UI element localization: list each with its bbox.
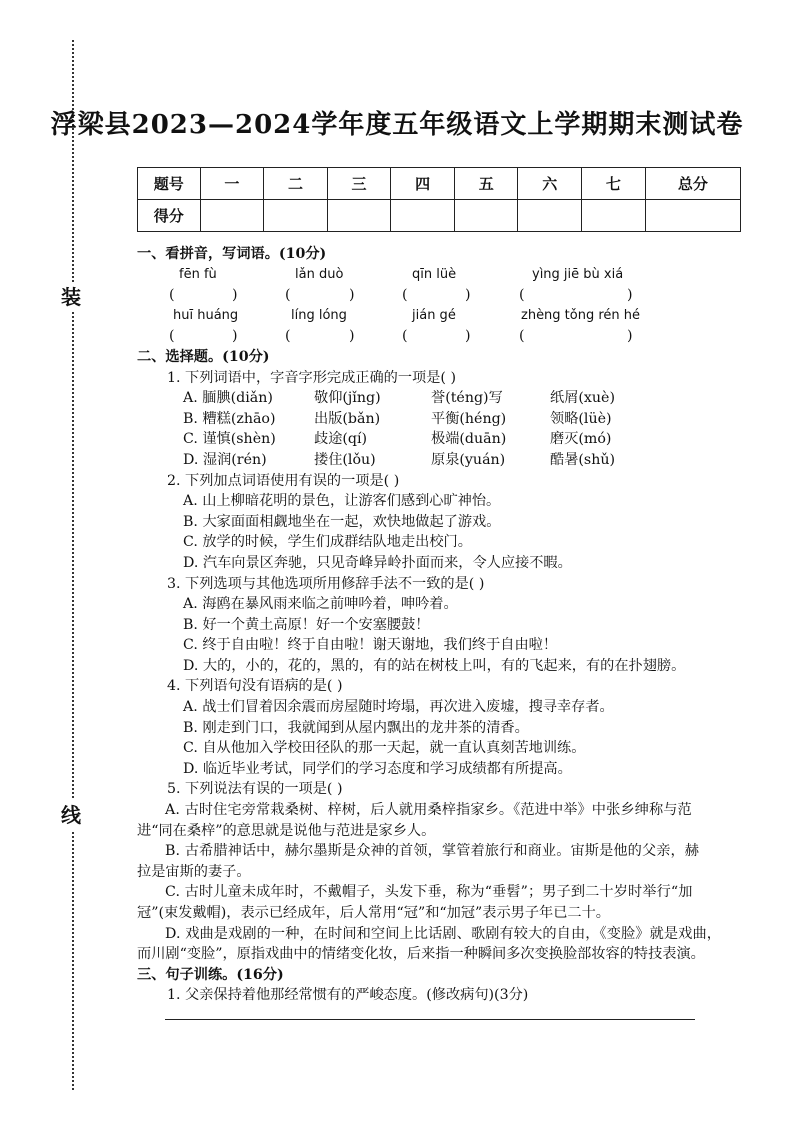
header-cell: 题号 [138, 168, 201, 200]
section-1-heading: 一、看拼音，写词语。(10分) [137, 246, 327, 262]
pinyin: yìng jiē bù xiá [532, 266, 624, 282]
paren-close: ) [627, 328, 633, 345]
q1-option-row [137, 450, 737, 471]
option-word: 平衡(héng) [431, 410, 507, 427]
option-word: C. 谨慎(shèn) [183, 431, 276, 448]
q5-option-a-line1: A. 古时住宅旁常栽桑树、梓树，后人就用桑梓指家乡。《范进中举》中张乡绅称与范 [165, 802, 692, 819]
paren-open: ( [519, 287, 525, 304]
pinyin: lǎn duò [295, 266, 344, 282]
option-b: B. 刚走到门口，我就闻到从屋内飘出的龙井茶的清香。 [183, 719, 529, 736]
q5-option-b-line2: 拉是宙斯的妻子。 [137, 863, 251, 880]
option-word: B. 糟糕(zhāo) [183, 410, 276, 427]
question-3-1: 1. 父亲保持着他那经常惯有的严峻态度。(修改病句)(3分) [167, 987, 529, 1004]
pinyin-row-2 [137, 306, 737, 327]
header-cell: 二 [264, 168, 328, 200]
score-table-header-row [138, 168, 741, 200]
score-cell[interactable] [582, 200, 646, 232]
paren-open: ( [285, 287, 291, 304]
option-word: 出版(bǎn) [314, 410, 381, 427]
q5-option-d-line1: D. 戏曲是戏剧的一种，在时间和空间上比话剧、歌剧有较大的自由，《变脸》就是戏曲， [165, 925, 722, 942]
header-cell: 七 [582, 168, 646, 200]
option-d: D. 临近毕业考试，同学们的学习态度和学习成绩都有所提高。 [183, 760, 572, 777]
paren-close: ) [627, 287, 633, 304]
option-word: 誉(téng)写 [431, 390, 503, 407]
q1-option-row [137, 409, 737, 430]
paren-close: ) [465, 328, 471, 345]
score-cell[interactable] [645, 200, 740, 232]
option-c: C. 终于自由啦！终于自由啦！谢天谢地，我们终于自由啦！ [183, 637, 558, 654]
option-word: D. 湿润(rén) [183, 451, 267, 468]
score-cell[interactable] [454, 200, 518, 232]
exam-content [137, 244, 737, 1020]
option-word: 领略(lüè) [550, 410, 612, 427]
option-a: A. 海鸥在暴风雨来临之前呻吟着，呻吟着。 [183, 596, 458, 613]
paren-open: ( [402, 328, 408, 345]
header-cell: 总分 [645, 168, 740, 200]
binding-mark-zhuang: 装 [61, 282, 81, 312]
score-cell[interactable] [391, 200, 455, 232]
paren-close: ) [465, 287, 471, 304]
pinyin: qīn lüè [412, 266, 457, 282]
option-word: 磨灭(mó) [550, 431, 612, 448]
q5-option-b-line1: B. 古希腊神话中，赫尔墨斯是众神的首领，掌管着旅行和商业。宙斯是他的父亲，赫 [165, 843, 700, 860]
pinyin: zhèng tǒng rén hé [521, 307, 641, 323]
option-a: A. 战士们冒着因余震而房屋随时垮塌，再次进入废墟，搜寻幸存者。 [183, 699, 614, 716]
answer-line[interactable] [165, 1018, 695, 1020]
option-word: 搂住(lǒu) [314, 451, 376, 468]
q1-option-row [137, 429, 737, 450]
paren-open: ( [285, 328, 291, 345]
option-a: A. 山上柳暗花明的景色，让游客们感到心旷神怡。 [183, 493, 501, 510]
option-word: 原泉(yuán) [431, 451, 506, 468]
answer-parens-row-1 [137, 285, 737, 306]
score-cell[interactable] [327, 200, 391, 232]
q1-option-row [137, 388, 737, 409]
pinyin: huī huáng [173, 307, 239, 323]
option-d: D. 汽车向景区奔驰，只见奇峰异岭扑面而来，令人应接不暇。 [183, 554, 572, 571]
score-cell[interactable] [518, 200, 582, 232]
pinyin: fēn fù [179, 266, 217, 282]
option-word: A. 腼腆(diǎn) [183, 390, 273, 407]
option-word: 纸屑(xuè) [550, 390, 615, 407]
score-table [137, 167, 741, 232]
paren-close: ) [349, 328, 355, 345]
paren-open: ( [402, 287, 408, 304]
pinyin-row-1 [137, 265, 737, 286]
question-2-1: 1. 下列词语中，字音字形完成正确的一项是( ) [167, 369, 457, 386]
q5-option-c-line2: 冠”(束发戴帽)，表示已经成年，后人常用“冠”和“加冠”表示男子年已二十。 [137, 905, 610, 921]
header-cell: 五 [454, 168, 518, 200]
paren-open: ( [169, 328, 175, 345]
option-word: 歧途(qí) [314, 431, 368, 448]
header-cell: 六 [518, 168, 582, 200]
paren-close: ) [232, 328, 238, 345]
option-word: 酷暑(shǔ) [550, 451, 616, 468]
question-2-2: 2. 下列加点词语使用有误的一项是( ) [167, 472, 400, 489]
question-2-4: 4. 下列语句没有语病的是( ) [167, 678, 343, 695]
header-cell: 一 [200, 168, 264, 200]
score-table-score-row [138, 200, 741, 232]
option-d: D. 大的，小的，花的，黑的，有的站在树枝上叫，有的飞起来，有的在扑翅膀。 [183, 657, 686, 674]
q5-option-c-line1: C. 古时儿童未成年时，不戴帽子，头发下垂，称为“垂髫”；男子到二十岁时举行“加 [165, 884, 693, 901]
score-row-label: 得分 [138, 200, 201, 232]
paren-close: ) [232, 287, 238, 304]
pinyin: líng lóng [291, 307, 347, 323]
answer-parens-row-2 [137, 326, 737, 347]
header-cell: 三 [327, 168, 391, 200]
paren-close: ) [349, 287, 355, 304]
binding-dotted-line [72, 40, 74, 1090]
section-2-heading: 二、选择题。(10分) [137, 348, 270, 365]
binding-mark-xian: 线 [61, 800, 81, 830]
paren-open: ( [169, 287, 175, 304]
option-word: 敬仰(jǐng) [314, 390, 381, 407]
q5-option-a-line2: 进“同在桑梓”的意思就是说他与范进是家乡人。 [137, 822, 436, 839]
option-c: C. 自从他加入学校田径队的那一天起，就一直认真刻苦地训练。 [183, 740, 586, 757]
score-cell[interactable] [200, 200, 264, 232]
q5-option-d-line2: 而川剧“变脸”，原指戏曲中的情绪变化妆，后来指一种瞬间多次变换脸部妆容的特技表演。 [137, 946, 705, 963]
score-cell[interactable] [264, 200, 328, 232]
pinyin: jián gé [412, 307, 456, 323]
question-2-3: 3. 下列选项与其他选项所用修辞手法不一致的是( ) [167, 575, 485, 592]
question-2-5: 5. 下列说法有误的一项是( ) [167, 781, 343, 798]
exam-title: 浮梁县2023—2024学年度五年级语文上学期期末测试卷 [50, 110, 744, 140]
header-cell: 四 [391, 168, 455, 200]
option-b: B. 好一个黄土高原！好一个安塞腰鼓！ [183, 616, 430, 633]
paren-open: ( [519, 328, 525, 345]
option-b: B. 大家面面相觑地坐在一起，欢快地做起了游戏。 [183, 513, 501, 530]
section-3-heading: 三、句子训练。(16分) [137, 966, 284, 983]
option-c: C. 放学的时候，学生们成群结队地走出校门。 [183, 534, 472, 551]
option-word: 极端(duān) [431, 431, 507, 448]
